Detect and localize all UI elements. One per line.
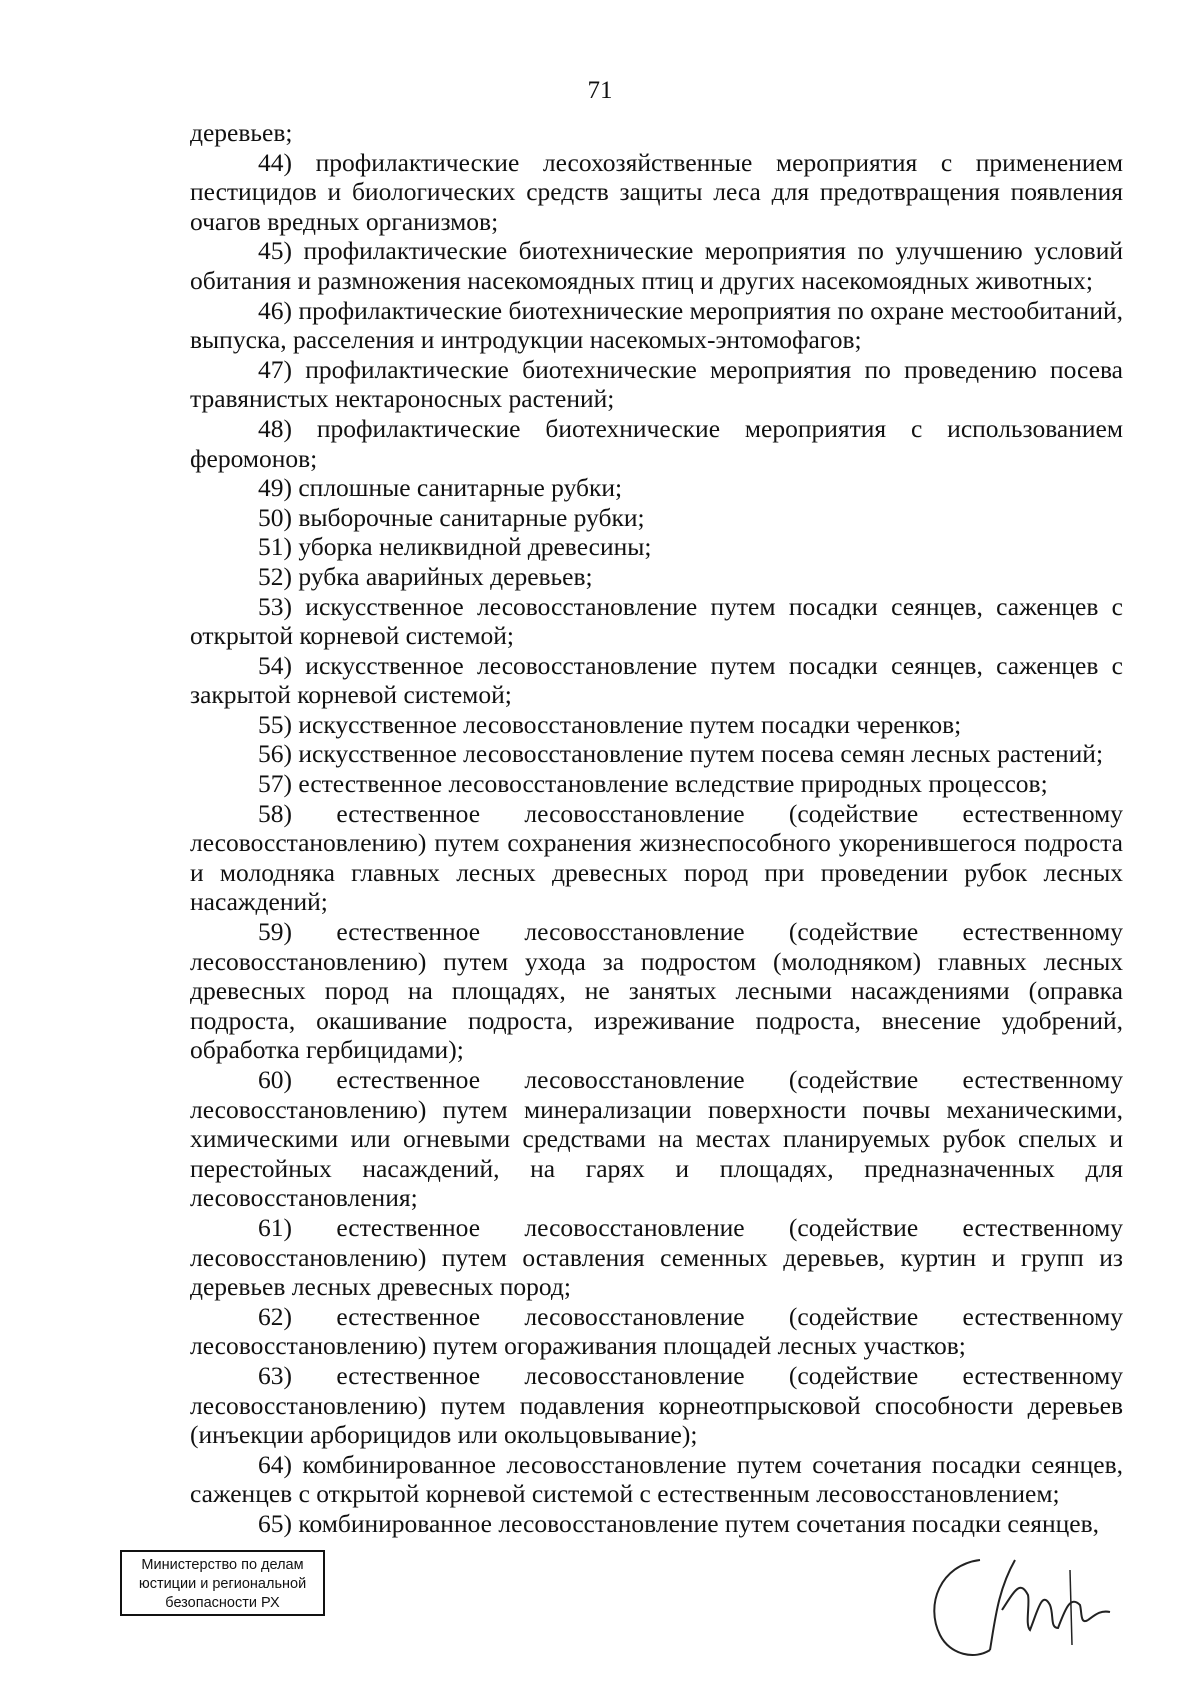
stamp-line: безопасности РХ [165,1595,280,1611]
list-item-65 [190,1509,1123,1539]
list-item-58 [190,799,1123,917]
paragraph-text: 63) естественное лесовосстановление (содействие естественному лесовосстановлению) путем подавления корнеотпрысковой способности деревьев (инъекции арборицидов или окольцовывание); [190,1360,1123,1450]
list-item-56 [190,739,1123,769]
list-item-55 [190,710,1123,740]
list-item-59 [190,917,1123,1065]
list-item-63 [190,1361,1123,1450]
list-item-54 [190,651,1123,710]
list-item-45 [190,236,1123,295]
paragraph-text: 62) естественное лесовосстановление (содействие естественному лесовосстановлению) путем огораживания площадей лесных участков; [190,1301,1123,1361]
list-item-52 [190,562,1123,592]
paragraph-text: 60) естественное лесовосстановление (содействие естественному лесовосстановлению) путем минерализации поверхности почвы механическими, химическими или огневыми средствами на местах планируемых рубок спелых и перестойных насаждений, на гарях и площадях, предназначенных для лесовосстановления; [190,1065,1123,1213]
list-item-53 [190,592,1123,651]
paragraph-text: 51) уборка неликвидной древесины; [258,532,652,562]
paragraph-text: 45) профилактические биотехнические мероприятия по улучшению условий обитания и размножения насекомоядных птиц и других насекомоядных животных; [190,236,1123,295]
paragraph-continuation [190,118,1123,148]
list-item-61 [190,1213,1123,1302]
paragraph-text: 54) искусственное лесовосстановление путем посадки сеянцев, саженцев с закрытой корневой системой; [190,650,1123,710]
paragraph-text: 53) искусственное лесовосстановление путем посадки сеянцев, саженцев с открытой корневой системой; [190,591,1123,651]
list-item-51 [190,532,1123,562]
paragraph-text: 49) сплошные санитарные рубки; [258,473,623,503]
paragraph-text: 64) комбинированное лесовосстановление путем сочетания посадки сеянцев, саженцев с открытой корневой системой с естественным лесовосстановлением; [190,1449,1123,1509]
list-item-44 [190,148,1123,237]
ministry-stamp [120,1550,325,1616]
paragraph-text: 48) профилактические биотехнические мероприятия с использованием феромонов; [190,413,1123,473]
list-item-60 [190,1065,1123,1213]
paragraph-text: 52) рубка аварийных деревьев; [258,561,593,591]
paragraph-text: 44) профилактические лесохозяйственные мероприятия с применением пестицидов и биологических средств защиты леса для предотвращения появления очагов вредных организмов; [190,147,1123,236]
paragraph-text: 56) искусственное лесовосстановление путем посева семян лесных растений; [258,739,1104,769]
paragraph-text: 47) профилактические биотехнические мероприятия по проведению посева травянистых нектароносных растений; [190,354,1123,414]
list-item-50 [190,503,1123,533]
paragraph-text: 58) естественное лесовосстановление (содействие естественному лесовосстановлению) путем сохранения жизнеспособного укоренившегося подроста и молодняка главных лесных древесных пород при проведении рубок лесных насаждений; [190,798,1123,917]
paragraph-text: деревьев; [190,118,293,147]
paragraph-text: 61) естественное лесовосстановление (содействие естественному лесовосстановлению) путем оставления семенных деревьев, куртин и групп из деревьев лесных древесных пород; [190,1212,1123,1302]
paragraph-text: 50) выборочные санитарные рубки; [258,502,645,532]
list-item-49 [190,473,1123,503]
paragraph-text: 57) естественное лесовосстановление вследствие природных процессов; [258,769,1048,799]
stamp-line: юстиции и региональной [138,1576,307,1592]
stamp-line: Министерство по делам [141,1557,304,1573]
list-item-46 [190,296,1123,355]
list-item-57 [190,769,1123,799]
list-item-47 [190,355,1123,414]
paragraph-text: 46) профилактические биотехнические мероприятия по охране местообитаний, выпуска, расселения и интродукции насекомых-энтомофагов; [190,295,1123,355]
handwritten-signature [920,1550,1140,1670]
list-item-62 [190,1302,1123,1361]
document-body [190,118,1123,1539]
list-item-64 [190,1450,1123,1509]
paragraph-text: 59) естественное лесовосстановление (содействие естественному лесовосстановлению) путем ухода за подростом (молодняком) главных лесных древесных пород на площадях, не занятых лесными насаждениями (оправка подроста, окашивание подроста, изреживание подроста, внесение удобрений, обработка гербицидами); [190,917,1123,1065]
page-number: 71 [587,77,613,104]
list-item-48 [190,414,1123,473]
paragraph-text: 65) комбинированное лесовосстановление путем сочетания посадки сеянцев, [258,1508,1100,1538]
paragraph-text: 55) искусственное лесовосстановление путем посадки черенков; [258,709,962,739]
